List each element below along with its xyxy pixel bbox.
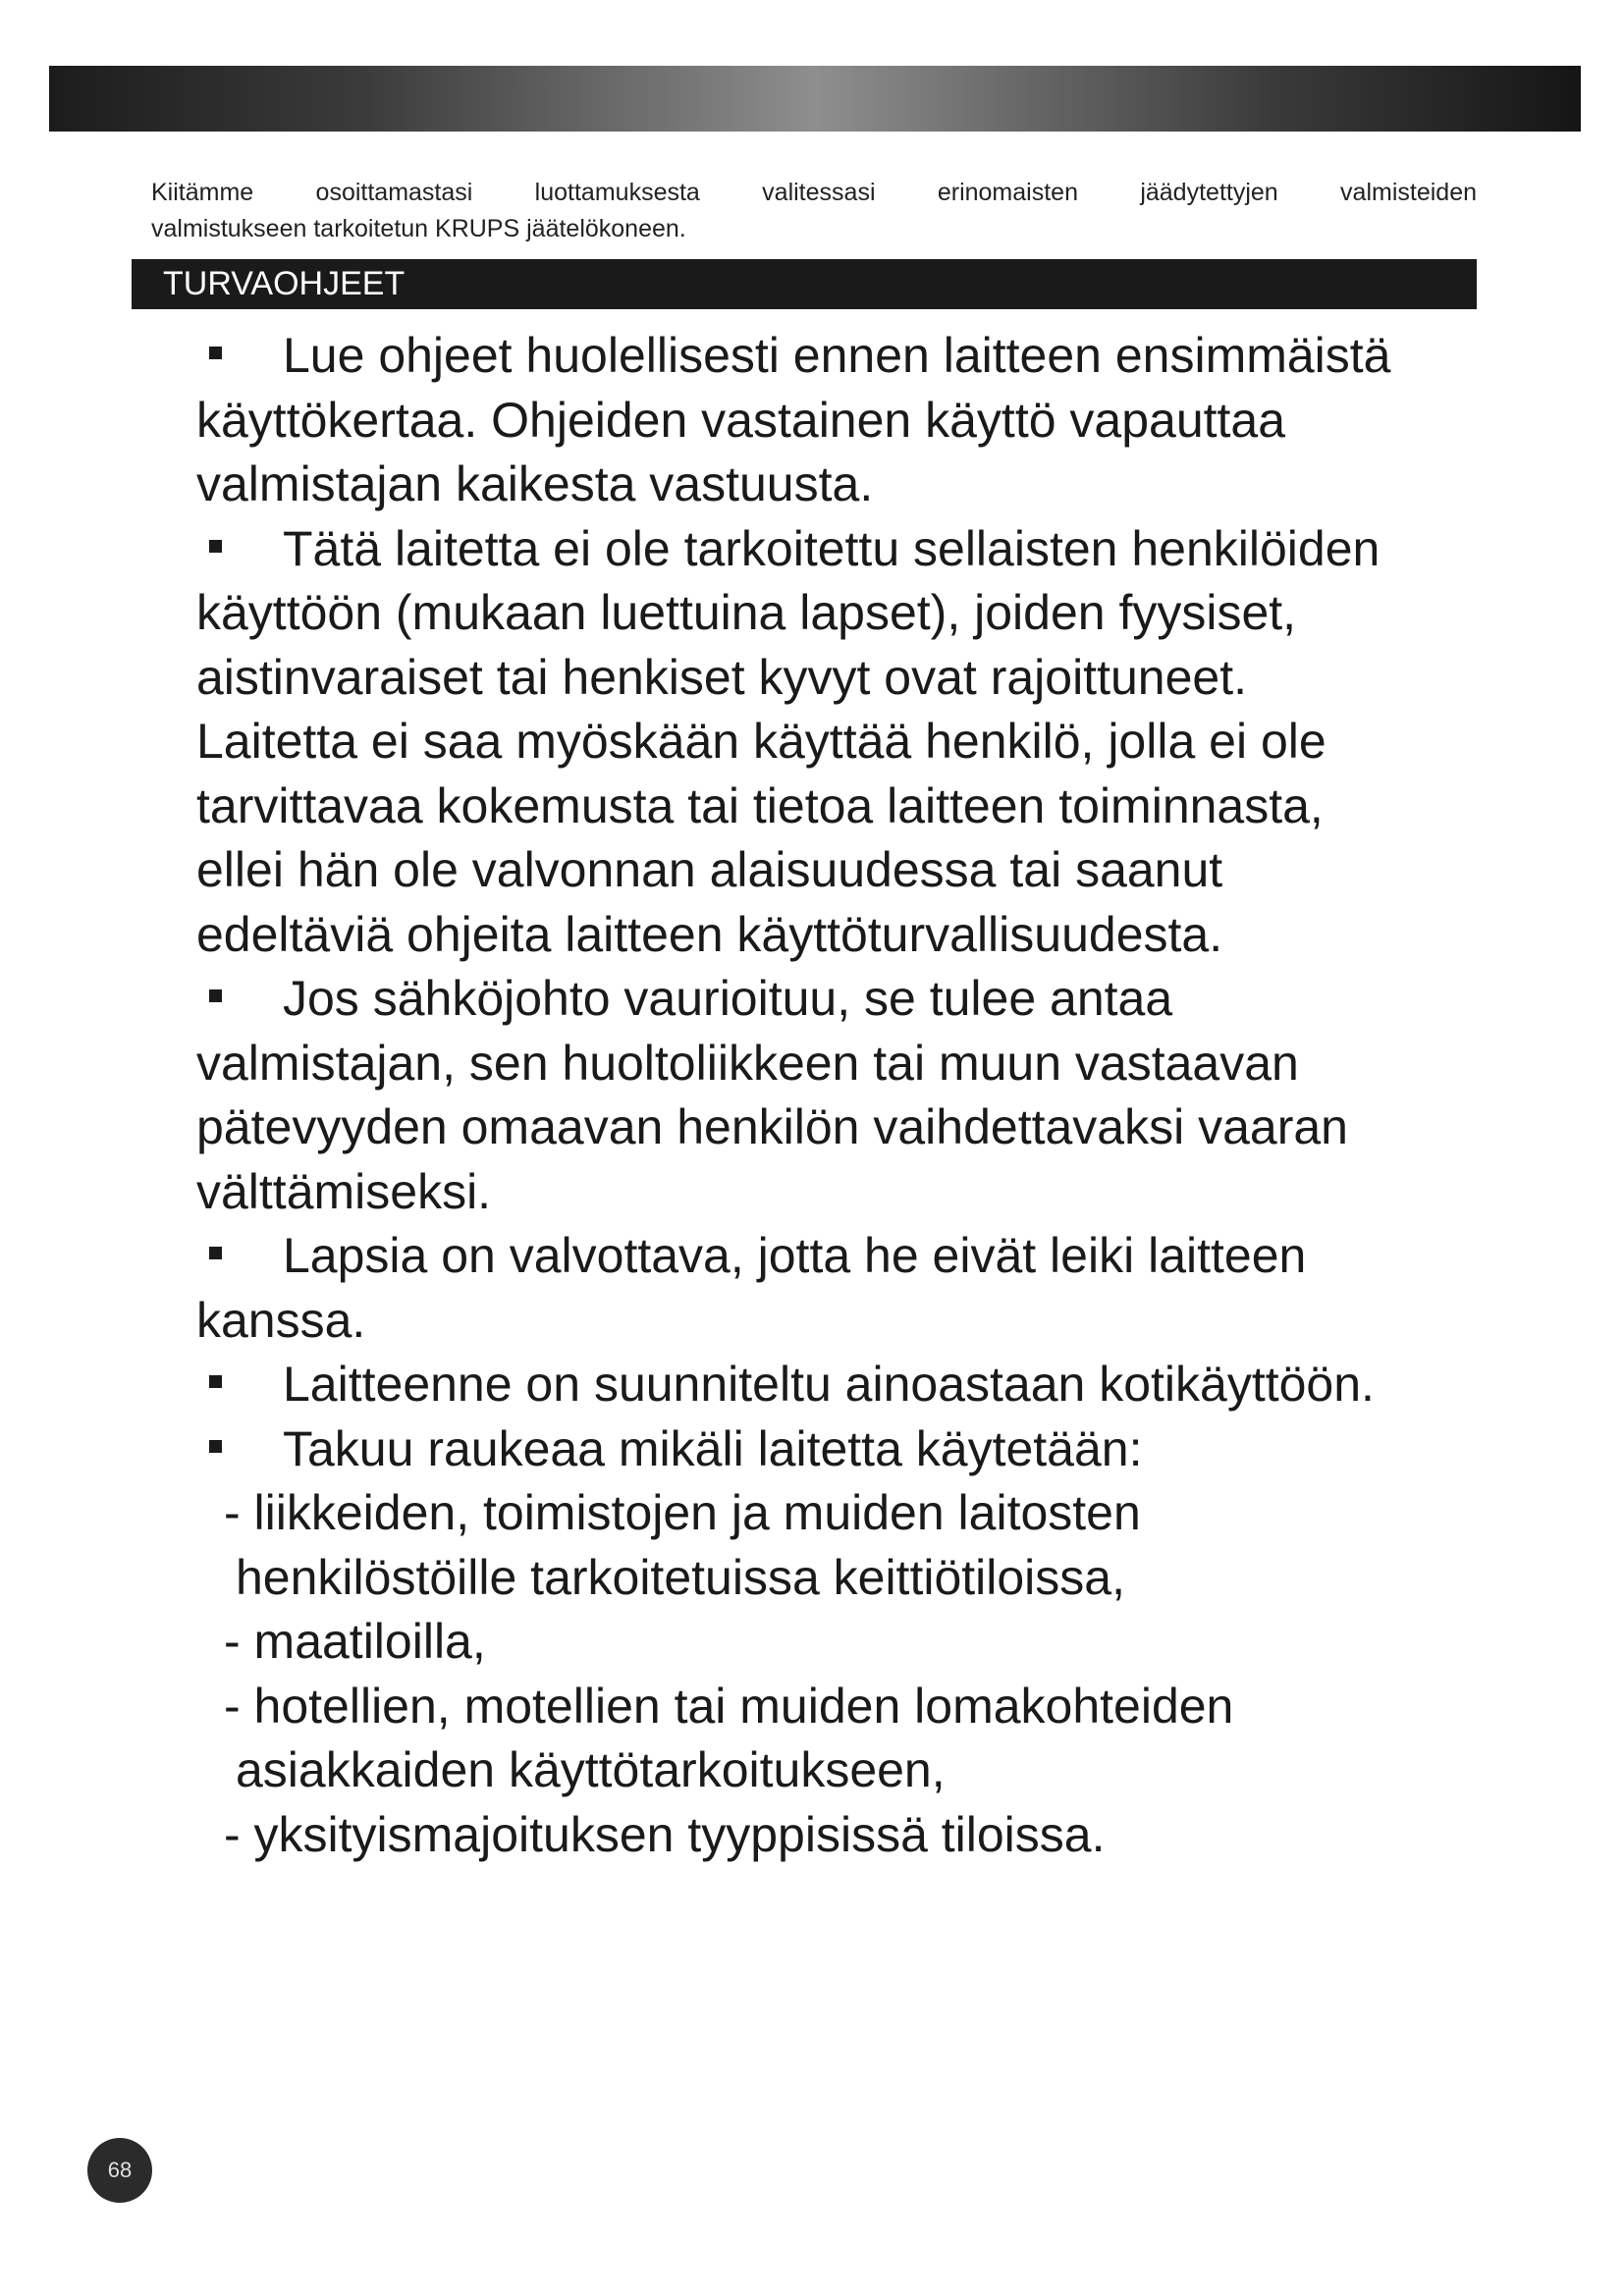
bullet-text: Lue ohjeet huolellisesti ennen laitteen ensimmäistä	[283, 328, 1391, 383]
bullet-text-line: pätevyyden omaavan henkilön vaihdettavaksi vaaran	[196, 1099, 1348, 1154]
bullet-icon	[209, 540, 222, 553]
bullet-text: Takuu raukeaa mikäli laitetta käytetään:	[283, 1420, 1143, 1476]
bullet-text-line: Laitetta ei saa myöskään käyttää henkilö, jolla ei ole	[196, 714, 1326, 769]
bullet-text: Laitteenne on suunniteltu ainoastaan kotikäyttöön.	[283, 1357, 1375, 1412]
bullet-icon	[209, 989, 222, 1002]
bullet-text-line: käyttöön (mukaan luettuina lapset), joiden fyysiset,	[196, 585, 1297, 640]
bullet-text-line: ellei hän ole valvonnan alaisuudessa tai saanut	[196, 842, 1223, 897]
bullet-icon	[209, 1440, 222, 1453]
bullet-item	[196, 1417, 1551, 1868]
sub-item: - hotellien, motellien tai muiden lomakohteiden	[224, 1678, 1234, 1734]
sub-item: - maatiloilla,	[224, 1614, 486, 1669]
bullet-text-line: tarvittavaa kokemusta tai tietoa laitteen toiminnasta,	[196, 777, 1324, 833]
bullet-text: Lapsia on valvottava, jotta he eivät leiki laitteen	[283, 1228, 1307, 1283]
sub-item-continued: asiakkaiden käyttötarkoitukseen,	[236, 1742, 946, 1797]
header-bar	[49, 66, 1581, 132]
bullet-item	[196, 1224, 1551, 1353]
sub-item-continued: henkilöstöille tarkoitetuissa keittiötiloissa,	[236, 1549, 1125, 1605]
bullet-icon	[209, 347, 222, 359]
intro-line-2: valmistukseen tarkoitetun KRUPS jäätelökoneen.	[151, 215, 686, 242]
bullet-item	[196, 1353, 1551, 1417]
bullet-text-line: valmistajan, sen huoltoliikkeen tai muun vastaavan	[196, 1035, 1299, 1091]
page-number-badge: 68	[87, 2138, 152, 2203]
bullet-text-line: aistinvaraiset tai henkiset kyvyt ovat rajoittuneet.	[196, 649, 1247, 705]
bullet-item	[196, 324, 1551, 517]
intro-text	[151, 175, 1477, 247]
bullet-text-line: käyttökertaa. Ohjeiden vastainen käyttö vapauttaa	[196, 392, 1286, 448]
intro-line-1: Kiitämme osoittamastasi luottamuksesta valitessasi erinomaisten jäädytettyjen valmisteiden	[151, 179, 1477, 206]
sub-item: - liikkeiden, toimistojen ja muiden laitosten	[224, 1485, 1141, 1540]
bullet-text-line: välttämiseksi.	[196, 1163, 492, 1219]
section-title: TURVAOHJEET	[132, 259, 1477, 309]
bullet-text-line: edeltäviä ohjeita laitteen käyttöturvallisuudesta.	[196, 906, 1223, 962]
bullet-text: Jos sähköjohto vaurioituu, se tulee antaa	[283, 971, 1173, 1026]
bullet-item	[196, 517, 1551, 968]
bullet-text-line: valmistajan kaikesta vastuusta.	[196, 456, 874, 511]
sub-item: - yksityismajoituksen tyyppisissä tiloissa.	[224, 1806, 1106, 1862]
safety-instructions	[196, 324, 1551, 1867]
bullet-item	[196, 967, 1551, 1224]
bullet-text-line: kanssa.	[196, 1292, 366, 1348]
bullet-text: Tätä laitetta ei ole tarkoitettu sellaisten henkilöiden	[283, 520, 1380, 576]
bullet-icon	[209, 1247, 222, 1259]
bullet-icon	[209, 1375, 222, 1388]
